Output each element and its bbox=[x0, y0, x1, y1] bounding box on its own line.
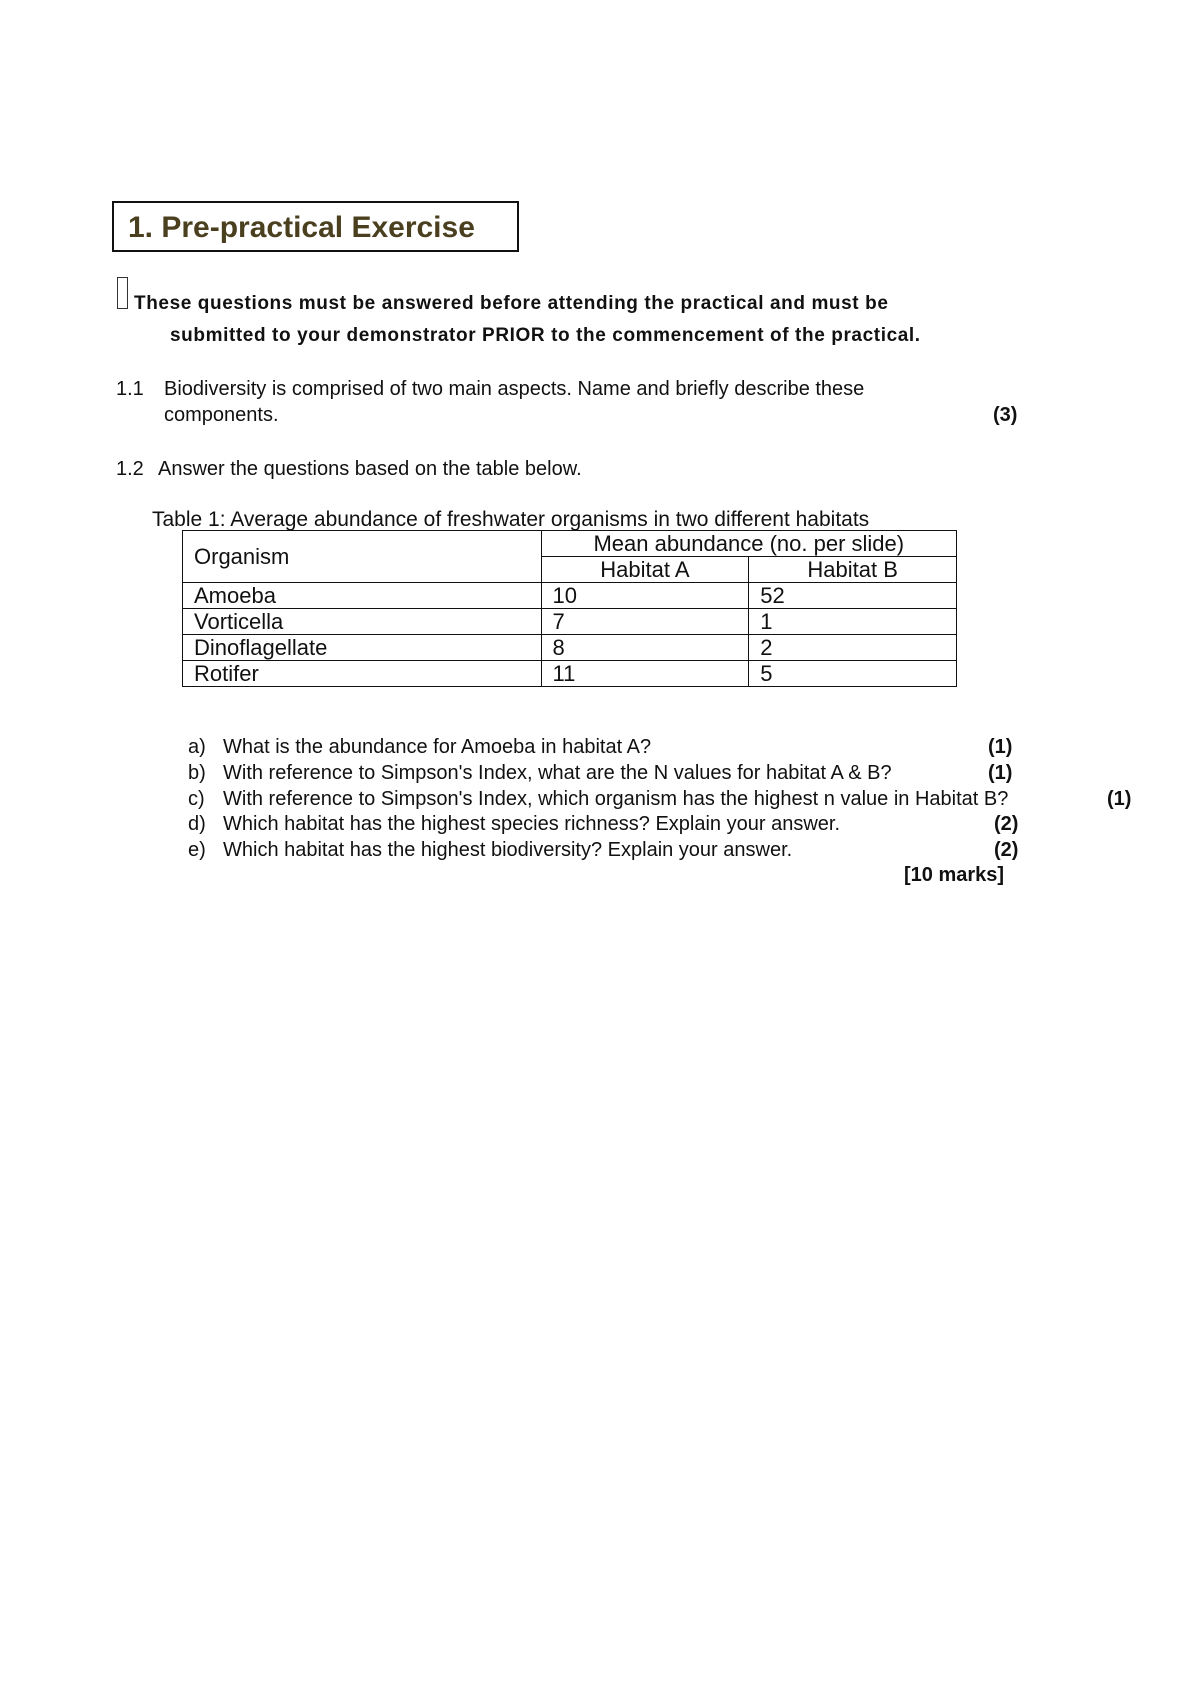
subquestion-d-text: Which habitat has the highest species richness? Explain your answer. bbox=[223, 813, 841, 835]
subquestion-a-letter: a) bbox=[188, 736, 206, 758]
subquestion-e-marks: (2) bbox=[994, 839, 1019, 861]
subquestion-d-marks: (2) bbox=[994, 813, 1019, 835]
header-habitat-b: Habitat B bbox=[749, 557, 957, 583]
subquestion-a-text: What is the abundance for Amoeba in habitat A? bbox=[223, 736, 652, 758]
organism-cell: Rotifer bbox=[183, 661, 542, 687]
header-organism: Organism bbox=[183, 531, 542, 583]
question-1-2-text: Answer the questions based on the table below. bbox=[158, 458, 582, 480]
question-1-1-line-2: components. bbox=[164, 404, 279, 426]
habitat-a-cell: 7 bbox=[541, 609, 749, 635]
header-habitat-a: Habitat A bbox=[541, 557, 749, 583]
question-1-1-marks: (3) bbox=[993, 404, 1018, 426]
subquestion-b-marks: (1) bbox=[988, 762, 1013, 784]
habitat-b-cell: 5 bbox=[749, 661, 957, 687]
table-caption: Table 1: Average abundance of freshwater organisms in two different habitats bbox=[152, 508, 870, 531]
table-row bbox=[183, 609, 957, 635]
total-marks: [10 marks] bbox=[904, 864, 1005, 886]
subquestion-a-marks: (1) bbox=[988, 736, 1013, 758]
notice-line-1: These questions must be answered before attending the practical and must be bbox=[134, 293, 889, 314]
table-row bbox=[183, 661, 957, 687]
table-header-row bbox=[183, 531, 957, 557]
subquestion-c-marks: (1) bbox=[1107, 788, 1132, 810]
abundance-table bbox=[182, 530, 957, 687]
habitat-b-cell: 2 bbox=[749, 635, 957, 661]
organism-cell: Vorticella bbox=[183, 609, 542, 635]
header-mean-abundance: Mean abundance (no. per slide) bbox=[541, 531, 956, 557]
subquestion-b-letter: b) bbox=[188, 762, 206, 784]
notice-icon bbox=[117, 277, 128, 309]
table-row bbox=[183, 583, 957, 609]
subquestion-c-text: With reference to Simpson's Index, which organism has the highest n value in Habitat B? bbox=[223, 788, 1009, 810]
table-row bbox=[183, 635, 957, 661]
question-1-2-number: 1.2 bbox=[116, 458, 144, 480]
organism-cell: Dinoflagellate bbox=[183, 635, 542, 661]
subquestion-e-text: Which habitat has the highest biodiversity? Explain your answer. bbox=[223, 839, 793, 861]
subquestion-b-text: With reference to Simpson's Index, what are the N values for habitat A & B? bbox=[223, 762, 892, 784]
habitat-a-cell: 11 bbox=[541, 661, 749, 687]
organism-cell: Amoeba bbox=[183, 583, 542, 609]
habitat-b-cell: 1 bbox=[749, 609, 957, 635]
habitat-b-cell: 52 bbox=[749, 583, 957, 609]
subquestion-c-letter: c) bbox=[188, 788, 205, 810]
title-box bbox=[112, 201, 519, 252]
question-1-1-line-1: Biodiversity is comprised of two main aspects. Name and briefly describe these bbox=[164, 378, 865, 400]
question-1-1-number: 1.1 bbox=[116, 378, 144, 400]
habitat-a-cell: 8 bbox=[541, 635, 749, 661]
subquestion-d-letter: d) bbox=[188, 813, 206, 835]
page-title: 1. Pre-practical Exercise bbox=[128, 211, 475, 244]
notice-line-2: submitted to your demonstrator PRIOR to the commencement of the practical. bbox=[170, 325, 921, 346]
subquestion-e-letter: e) bbox=[188, 839, 206, 861]
habitat-a-cell: 10 bbox=[541, 583, 749, 609]
